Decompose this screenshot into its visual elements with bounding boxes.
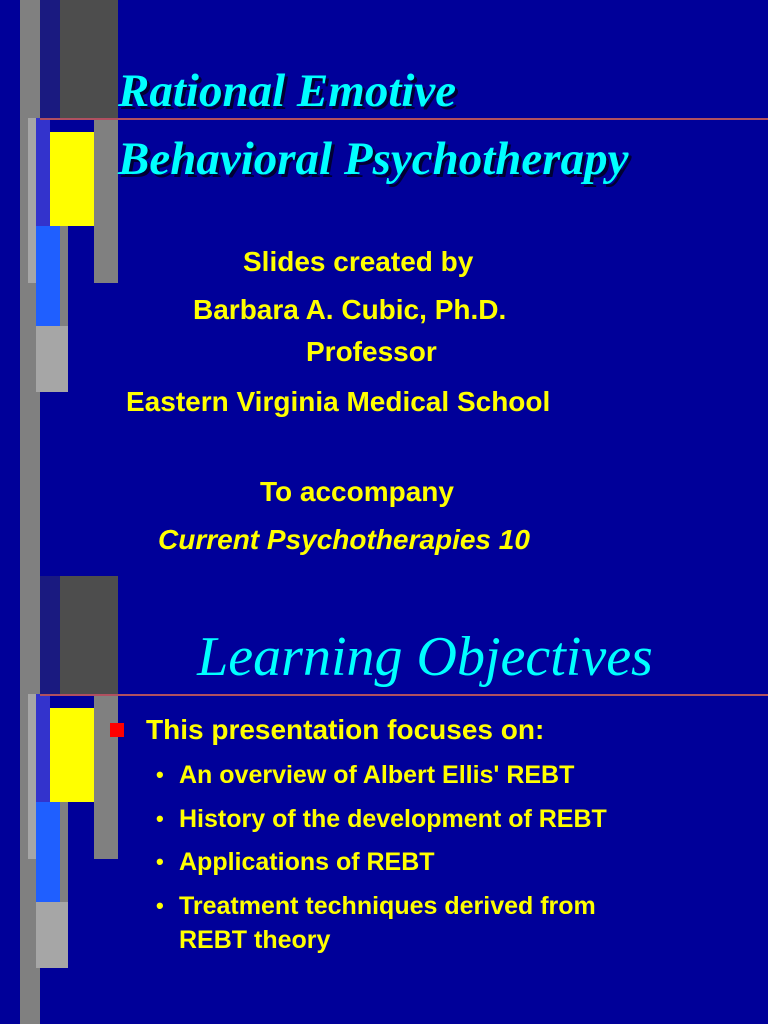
title-rule [40, 694, 768, 696]
decor-bar [36, 326, 68, 392]
sub-bullet-continuation [156, 923, 330, 957]
slide-title-line2: Behavioral Psychotherapy [118, 133, 629, 185]
decor-bar [40, 0, 60, 118]
sub-bullet-text: An overview of Albert Ellis' REBT [179, 761, 575, 789]
sub-bullet [156, 802, 607, 836]
author-name: Barbara A. Cubic, Ph.D. [193, 294, 507, 325]
decor-bar [36, 226, 60, 326]
accompany-line: To accompany [260, 476, 454, 507]
sub-bullet-text: History of the development of REBT [179, 805, 607, 833]
main-bullet [116, 714, 544, 746]
sub-bullet [156, 845, 435, 879]
main-bullet-text: This presentation focuses on: [146, 714, 545, 745]
sub-bullet-text: Applications of REBT [179, 848, 435, 876]
slide-title-line1: Rational Emotive [118, 65, 457, 117]
sub-bullet-text: Treatment techniques derived from [179, 892, 596, 920]
objectives-title: Learning Objectives [197, 626, 653, 688]
square-bullet-icon [110, 723, 124, 737]
sub-bullet [156, 889, 596, 923]
decor-bar [94, 118, 118, 283]
dot-bullet-icon: • [156, 893, 164, 918]
sub-bullet [156, 758, 574, 792]
decor-bar [60, 0, 118, 118]
book-title: Current Psychotherapies 10 [158, 524, 530, 555]
author-title: Professor [306, 336, 437, 367]
decor-bar [36, 902, 68, 968]
decor-bar [50, 132, 94, 226]
sub-bullet-text: REBT theory [179, 926, 331, 954]
credit-line: Slides created by [243, 246, 474, 277]
institution: Eastern Virginia Medical School [126, 386, 551, 417]
decor-bar [36, 802, 60, 902]
dot-bullet-icon: • [156, 762, 164, 787]
dot-bullet-icon: • [156, 849, 164, 874]
decor-bar [50, 708, 94, 802]
dot-bullet-icon: • [156, 806, 164, 831]
decor-bar [94, 694, 118, 859]
